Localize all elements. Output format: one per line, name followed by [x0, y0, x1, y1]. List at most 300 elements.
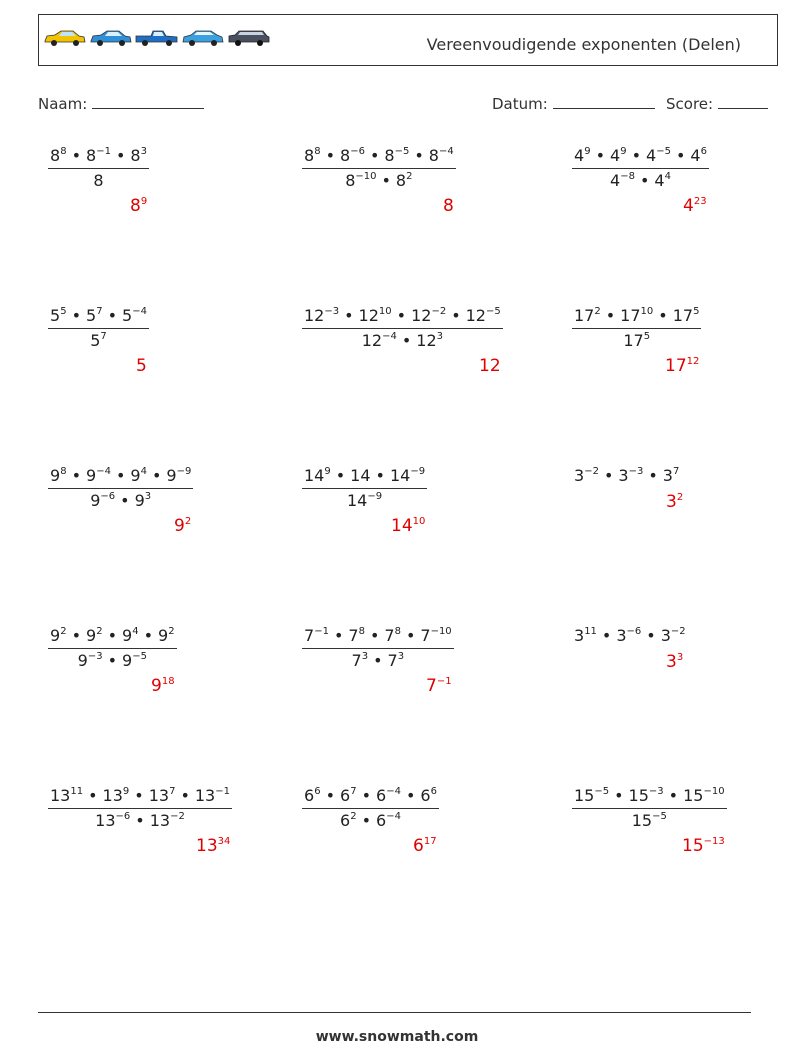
exponent: 8: [394, 626, 401, 637]
exponent: −6: [100, 491, 116, 502]
answer: [136, 356, 147, 376]
fraction: [572, 306, 701, 351]
exponent: 8: [314, 146, 321, 157]
exponent: −10: [355, 171, 377, 182]
answer: [683, 196, 707, 216]
exponent: 6: [430, 786, 437, 797]
date-field: [492, 94, 655, 113]
base: 12: [361, 331, 383, 350]
base: 14: [346, 491, 368, 510]
base: 6: [376, 811, 387, 830]
numerator: [48, 466, 193, 489]
base: 3: [660, 626, 671, 645]
worksheet-title: Vereenvoudigende exponenten (Delen): [426, 35, 741, 54]
base: 8: [395, 171, 407, 190]
numerator: [48, 786, 232, 809]
answer: [151, 676, 175, 696]
base: 9: [77, 651, 88, 670]
multiply-dot: •: [107, 626, 117, 645]
base: 13: [194, 786, 216, 805]
multiply-dot: •: [71, 146, 81, 165]
exponent: −8: [620, 171, 635, 182]
multiply-dot: •: [668, 786, 679, 805]
problem-5: [302, 306, 503, 376]
exponent: 34: [217, 836, 231, 847]
problem-4: [48, 306, 149, 376]
exponent: 9: [140, 196, 148, 207]
expression: [572, 626, 688, 646]
multiply-dot: •: [107, 651, 117, 670]
exponent: 9: [584, 146, 591, 157]
multiply-dot: •: [369, 146, 380, 165]
power-term: [50, 466, 67, 485]
base: 7: [351, 651, 362, 670]
expression: [572, 466, 681, 486]
base: 7: [348, 626, 359, 645]
fraction: [572, 146, 709, 191]
answer: [665, 356, 699, 376]
power-term: [304, 626, 329, 645]
power-term: [78, 651, 103, 670]
power-term: [683, 196, 707, 216]
exponent: −6: [350, 146, 365, 157]
multiply-dot: •: [451, 306, 461, 325]
power-term: [690, 146, 707, 165]
base: 15: [683, 786, 704, 805]
power-term: [616, 626, 641, 645]
power-term: [682, 836, 725, 856]
footer-divider: [38, 1012, 751, 1013]
power-term: [623, 331, 650, 350]
fraction: [48, 146, 149, 191]
multiply-dot: •: [115, 146, 126, 165]
base: 5: [86, 306, 97, 325]
exponent: −5: [394, 146, 410, 157]
power-term: [683, 786, 724, 805]
base: 9: [174, 516, 185, 536]
denominator: [302, 169, 456, 191]
exponent: 5: [693, 306, 700, 317]
answer: [682, 836, 725, 856]
problem-3: [572, 146, 709, 216]
multiply-dot: •: [143, 626, 153, 645]
exponent: 7: [350, 786, 357, 797]
exponent: −4: [96, 466, 111, 477]
power-term: [466, 306, 501, 325]
power-term: [151, 676, 175, 696]
base: 14: [389, 466, 411, 485]
answer: [130, 196, 147, 216]
power-term: [347, 491, 382, 510]
numerator: [572, 306, 701, 329]
multiply-dot: •: [401, 331, 412, 350]
power-term: [86, 626, 103, 645]
base: 4: [610, 146, 621, 165]
numerator: [302, 306, 503, 329]
base: 13: [148, 786, 170, 805]
exponent: 3: [676, 652, 684, 663]
power-term: [632, 811, 667, 830]
power-term: [122, 651, 147, 670]
base: 5: [50, 306, 61, 325]
power-term: [350, 466, 370, 485]
exponent: 2: [60, 626, 67, 637]
exponent: −3: [324, 306, 340, 317]
fraction: [48, 466, 193, 511]
exponent: 2: [676, 492, 684, 503]
problem-10: [48, 626, 177, 696]
base: 8: [384, 146, 395, 165]
multiply-dot: •: [361, 811, 371, 830]
numerator: [48, 626, 177, 649]
base: 4: [646, 146, 657, 165]
denominator: [302, 809, 439, 831]
power-term: [93, 171, 103, 190]
exponent: −1: [314, 626, 329, 637]
base: 14: [350, 466, 371, 485]
power-term: [618, 466, 643, 485]
base: 8: [340, 146, 351, 165]
base: 9: [130, 466, 141, 485]
numerator: [302, 146, 456, 169]
base: 15: [631, 811, 653, 830]
problem-6: [572, 306, 701, 376]
base: 4: [690, 146, 701, 165]
fraction: [302, 786, 439, 831]
power-term: [90, 491, 115, 510]
worksheet-header: [38, 14, 778, 66]
power-term: [50, 306, 67, 325]
multiply-dot: •: [151, 466, 162, 485]
base: 9: [151, 676, 162, 696]
base: 8: [50, 146, 61, 165]
exponent: 6: [314, 786, 321, 797]
base: 17: [623, 331, 644, 350]
exponent: −5: [132, 651, 147, 662]
blue-car-icon: [89, 29, 132, 47]
power-term: [654, 171, 671, 190]
numerator: [302, 466, 427, 489]
base: 5: [136, 356, 147, 376]
multiply-dot: •: [675, 146, 686, 165]
exponent: 7: [96, 306, 103, 317]
power-term: [574, 786, 609, 805]
power-term: [646, 146, 671, 165]
base: 9: [134, 491, 145, 510]
exponent: 7: [672, 466, 680, 477]
power-term: [426, 676, 452, 696]
base: 13: [95, 811, 116, 830]
exponent: 4: [140, 466, 147, 477]
power-term: [443, 196, 454, 216]
car-logo-strip: [43, 29, 270, 47]
power-term: [610, 171, 635, 190]
base: 12: [479, 356, 501, 376]
base: 14: [391, 516, 413, 536]
problem-14: [302, 786, 439, 856]
power-term: [629, 786, 664, 805]
base: 17: [574, 306, 595, 325]
numerator: [302, 786, 439, 809]
power-term: [362, 331, 397, 350]
base: 9: [86, 466, 97, 485]
power-term: [663, 466, 680, 485]
exponent: −2: [431, 306, 447, 317]
answer: [443, 196, 454, 216]
exponent: −10: [703, 786, 725, 797]
power-term: [158, 626, 175, 645]
multiply-dot: •: [369, 626, 380, 645]
power-term: [429, 146, 454, 165]
base: 17: [672, 306, 694, 325]
power-term: [166, 466, 191, 485]
exponent: 2: [168, 626, 175, 637]
base: 9: [166, 466, 177, 485]
base: 7: [384, 626, 395, 645]
exponent: 3: [397, 651, 405, 662]
power-term: [130, 146, 147, 165]
base: 6: [413, 836, 424, 856]
exponent: −4: [438, 146, 454, 157]
power-term: [352, 651, 369, 670]
base: 9: [158, 626, 169, 645]
name-field: [38, 94, 204, 113]
power-term: [574, 306, 601, 325]
numerator: [302, 626, 454, 649]
power-term: [673, 306, 700, 325]
answer: [426, 676, 452, 696]
exponent: −5: [594, 786, 610, 797]
power-term: [345, 171, 376, 190]
power-term: [665, 356, 699, 376]
multiply-dot: •: [631, 146, 641, 165]
base: 8: [130, 146, 141, 165]
base: 15: [628, 786, 649, 805]
power-term: [376, 786, 401, 805]
power-term: [86, 306, 103, 325]
base: 3: [666, 492, 677, 512]
multiply-dot: •: [646, 626, 656, 645]
multiply-dot: •: [135, 811, 145, 830]
multiply-dot: •: [88, 786, 98, 805]
exponent: 11: [70, 786, 84, 797]
power-term: [384, 146, 409, 165]
denominator: [48, 649, 177, 671]
fraction: [302, 466, 427, 511]
power-term: [396, 171, 413, 190]
multiply-dot: •: [414, 146, 424, 165]
denominator: [302, 649, 454, 671]
base: 8: [428, 146, 439, 165]
power-term: [122, 306, 147, 325]
base: 4: [683, 196, 694, 216]
base: 9: [122, 651, 133, 670]
problem-15: [572, 786, 727, 856]
multiply-dot: •: [325, 146, 335, 165]
power-term: [416, 331, 443, 350]
power-term: [610, 146, 627, 165]
base: 8: [86, 146, 97, 165]
answer: [666, 652, 683, 672]
date-blank: [553, 94, 655, 109]
base: 3: [618, 466, 629, 485]
multiply-dot: •: [639, 171, 650, 190]
multiply-dot: •: [405, 786, 416, 805]
multiply-dot: •: [335, 466, 346, 485]
power-term: [348, 626, 365, 645]
exponent: 23: [693, 196, 707, 207]
power-term: [304, 466, 331, 485]
base: 12: [411, 306, 432, 325]
base: 3: [574, 626, 585, 645]
base: 13: [196, 836, 218, 856]
power-term: [174, 516, 191, 536]
base: 12: [358, 306, 379, 325]
base: 4: [610, 171, 621, 190]
power-term: [340, 146, 365, 165]
exponent: −1: [96, 146, 111, 157]
score-label: Score:: [666, 95, 714, 113]
base: 4: [654, 171, 665, 190]
exponent: −6: [626, 626, 642, 637]
exponent: −4: [386, 811, 401, 822]
multiply-dot: •: [658, 306, 668, 325]
name-label: Naam:: [38, 95, 88, 113]
fraction: [302, 306, 503, 351]
power-term: [90, 331, 107, 350]
power-term: [574, 626, 597, 645]
multiply-dot: •: [180, 786, 190, 805]
power-term: [340, 811, 357, 830]
exponent: −1: [436, 676, 452, 687]
answer: [196, 836, 230, 856]
power-term: [304, 786, 321, 805]
exponent: 2: [594, 306, 601, 317]
multiply-dot: •: [361, 786, 371, 805]
base: 15: [574, 786, 595, 805]
power-term: [86, 146, 111, 165]
exponent: −13: [703, 836, 725, 847]
multiply-dot: •: [107, 306, 117, 325]
power-term: [86, 466, 111, 485]
multiply-dot: •: [375, 466, 385, 485]
multiply-dot: •: [344, 306, 354, 325]
exponent: −5: [656, 146, 671, 157]
power-term: [95, 811, 130, 830]
multiply-dot: •: [134, 786, 144, 805]
exponent: 2: [406, 171, 413, 182]
exponent: 7: [169, 786, 176, 797]
exponent: 6: [700, 146, 707, 157]
base: 3: [616, 626, 627, 645]
base: 8: [304, 146, 315, 165]
multiply-dot: •: [396, 306, 407, 325]
denominator: [48, 489, 193, 511]
date-label: Datum:: [492, 95, 548, 113]
multiply-dot: •: [115, 466, 126, 485]
fraction: [48, 306, 149, 351]
exponent: −2: [170, 811, 185, 822]
exponent: 10: [412, 516, 426, 527]
problem-13: [48, 786, 232, 856]
exponent: 3: [144, 491, 152, 502]
exponent: 8: [60, 146, 67, 157]
multiply-dot: •: [405, 626, 416, 645]
power-term: [376, 811, 401, 830]
footer-url: www.snowmath.com: [315, 1029, 479, 1045]
fraction: [302, 626, 454, 671]
exponent: 18: [161, 676, 175, 687]
exponent: −5: [652, 811, 667, 822]
power-term: [359, 306, 392, 325]
power-term: [384, 626, 401, 645]
numerator: [48, 146, 149, 169]
power-term: [150, 811, 185, 830]
exponent: 10: [378, 306, 392, 317]
denominator: [572, 329, 701, 351]
answer: [666, 492, 683, 512]
problem-2: [302, 146, 456, 216]
exponent: −3: [87, 651, 103, 662]
exponent: 3: [436, 331, 443, 342]
exponent: 2: [350, 811, 357, 822]
exponent: −4: [382, 331, 397, 342]
power-term: [122, 626, 139, 645]
power-term: [304, 306, 339, 325]
exponent: 5: [643, 331, 651, 342]
base: 9: [50, 466, 61, 485]
problem-11: [302, 626, 454, 696]
power-term: [130, 466, 147, 485]
multiply-dot: •: [595, 146, 605, 165]
exponent: 3: [361, 651, 369, 662]
power-term: [50, 146, 67, 165]
multiply-dot: •: [71, 626, 81, 645]
base: 3: [574, 466, 585, 485]
problem-1: [48, 146, 149, 216]
exponent: 2: [184, 516, 192, 527]
multiply-dot: •: [648, 466, 658, 485]
power-term: [195, 786, 230, 805]
denominator: [48, 169, 149, 191]
power-term: [420, 786, 437, 805]
exponent: −2: [584, 466, 599, 477]
multiply-dot: •: [333, 626, 344, 645]
yellow-car-icon: [43, 29, 86, 47]
numerator: [48, 306, 149, 329]
exponent: −5: [485, 306, 501, 317]
multiply-dot: •: [71, 466, 81, 485]
base: 7: [304, 626, 315, 645]
base: 12: [416, 331, 437, 350]
base: 12: [465, 306, 486, 325]
answer: [413, 836, 437, 856]
problem-12: [572, 626, 688, 672]
fraction: [302, 146, 456, 191]
exponent: 9: [324, 466, 331, 477]
exponent: 8: [358, 626, 365, 637]
power-term: [391, 516, 425, 536]
exponent: −3: [648, 786, 664, 797]
power-term: [420, 626, 451, 645]
base: 8: [443, 196, 454, 216]
power-term: [666, 492, 683, 512]
power-term: [103, 786, 130, 805]
power-term: [661, 626, 686, 645]
multiply-dot: •: [120, 491, 130, 510]
base: 17: [665, 356, 687, 376]
exponent: −4: [132, 306, 147, 317]
